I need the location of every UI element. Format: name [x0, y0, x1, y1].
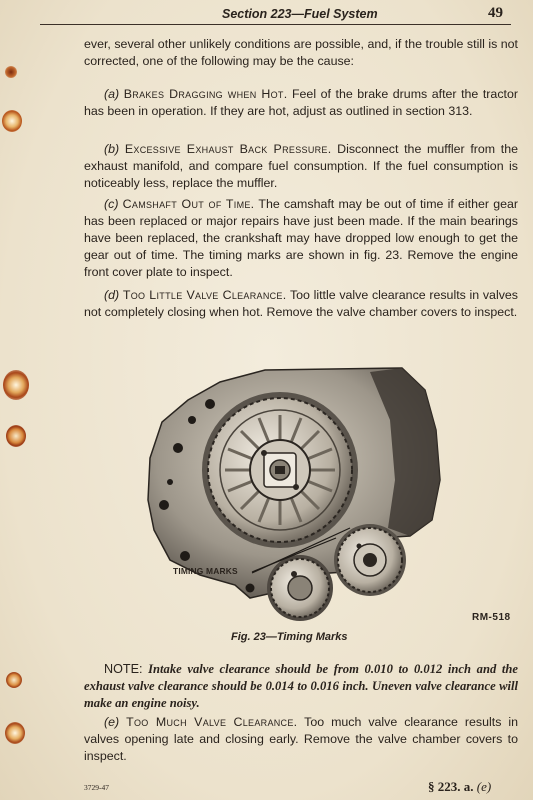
- item-b: [84, 141, 518, 192]
- item-body: Feel of the brake drums after the tractor has been in operation. If they are hot, adjust as outlined in section 313.: [84, 87, 518, 118]
- timing-marks-callout: TIMING MARKS: [173, 566, 238, 576]
- item-title: Camshaft Out of Time.: [122, 197, 255, 211]
- item-a: [84, 86, 518, 120]
- note-label: NOTE:: [104, 662, 143, 676]
- burn-mark: [5, 722, 25, 744]
- item-label: (e): [104, 715, 120, 729]
- item-body: Too little valve clearance results in valves not completely closing when hot. Remove the valve chamber covers to inspect.: [84, 288, 518, 319]
- burn-mark: [2, 110, 22, 132]
- idler-gear: [334, 524, 406, 596]
- note-paragraph: [84, 661, 518, 712]
- timing-gears-illustration: [140, 360, 530, 625]
- item-body: Disconnect the muffler from the exhaust manifold, and compare fuel consumption. If the fuel consumption is noticeably less, replace the muffler.: [84, 142, 518, 190]
- page-number: 49: [488, 5, 503, 21]
- section-reference: [428, 779, 491, 795]
- intro-paragraph: ever, several other unlikely conditions are possible, and, if the trouble still is not corrected, one of the following may be the cause:: [84, 37, 518, 68]
- print-code: 3729-47: [84, 783, 109, 792]
- item-title: Excessive Exhaust Back Pressure.: [124, 142, 332, 156]
- page-header: [40, 4, 511, 25]
- burn-mark: [6, 672, 22, 688]
- item-title: Too Little Valve Clearance.: [122, 288, 287, 302]
- section-ref-prefix: § 223. a.: [428, 779, 474, 794]
- burn-mark: [5, 66, 17, 78]
- section-ref-suffix: (e): [476, 779, 492, 794]
- camshaft-gear: [202, 392, 358, 548]
- item-d: [84, 287, 518, 321]
- item-title: Brakes Dragging when Hot.: [123, 87, 288, 101]
- burn-mark: [6, 425, 26, 447]
- item-e: [84, 714, 518, 765]
- note-body: Intake valve clearance should be from 0.010 to 0.012 inch and the exhaust valve clearance should be 0.014 to 0.016 inch. Uneven valve clearance will make an engine noisy.: [84, 662, 518, 710]
- item-body: The camshaft may be out of time if either gear has been replaced or major repairs have just been made. If the main bearings have been replaced, the crankshaft may have dropped low enough to get the gear out of time. The timing marks are shown in fig. 23. Remove the engine front cover plate to inspect.: [84, 197, 518, 279]
- item-body: Too much valve clearance results in valves opening late and closing early. Remove the valve chamber covers to inspect.: [84, 715, 518, 763]
- crankshaft-gear: [267, 555, 333, 621]
- figure-code: RM-518: [472, 612, 511, 623]
- item-title: Too Much Valve Clearance.: [126, 715, 298, 729]
- item-label: (a): [104, 87, 120, 101]
- figure-caption: Fig. 23—Timing Marks: [231, 631, 348, 643]
- item-label: (b): [104, 142, 120, 156]
- burn-mark: [3, 370, 29, 400]
- item-label: (c): [104, 197, 119, 211]
- item-label: (d): [104, 288, 120, 302]
- item-c: [84, 196, 518, 281]
- section-title: Section 223—Fuel System: [222, 7, 378, 21]
